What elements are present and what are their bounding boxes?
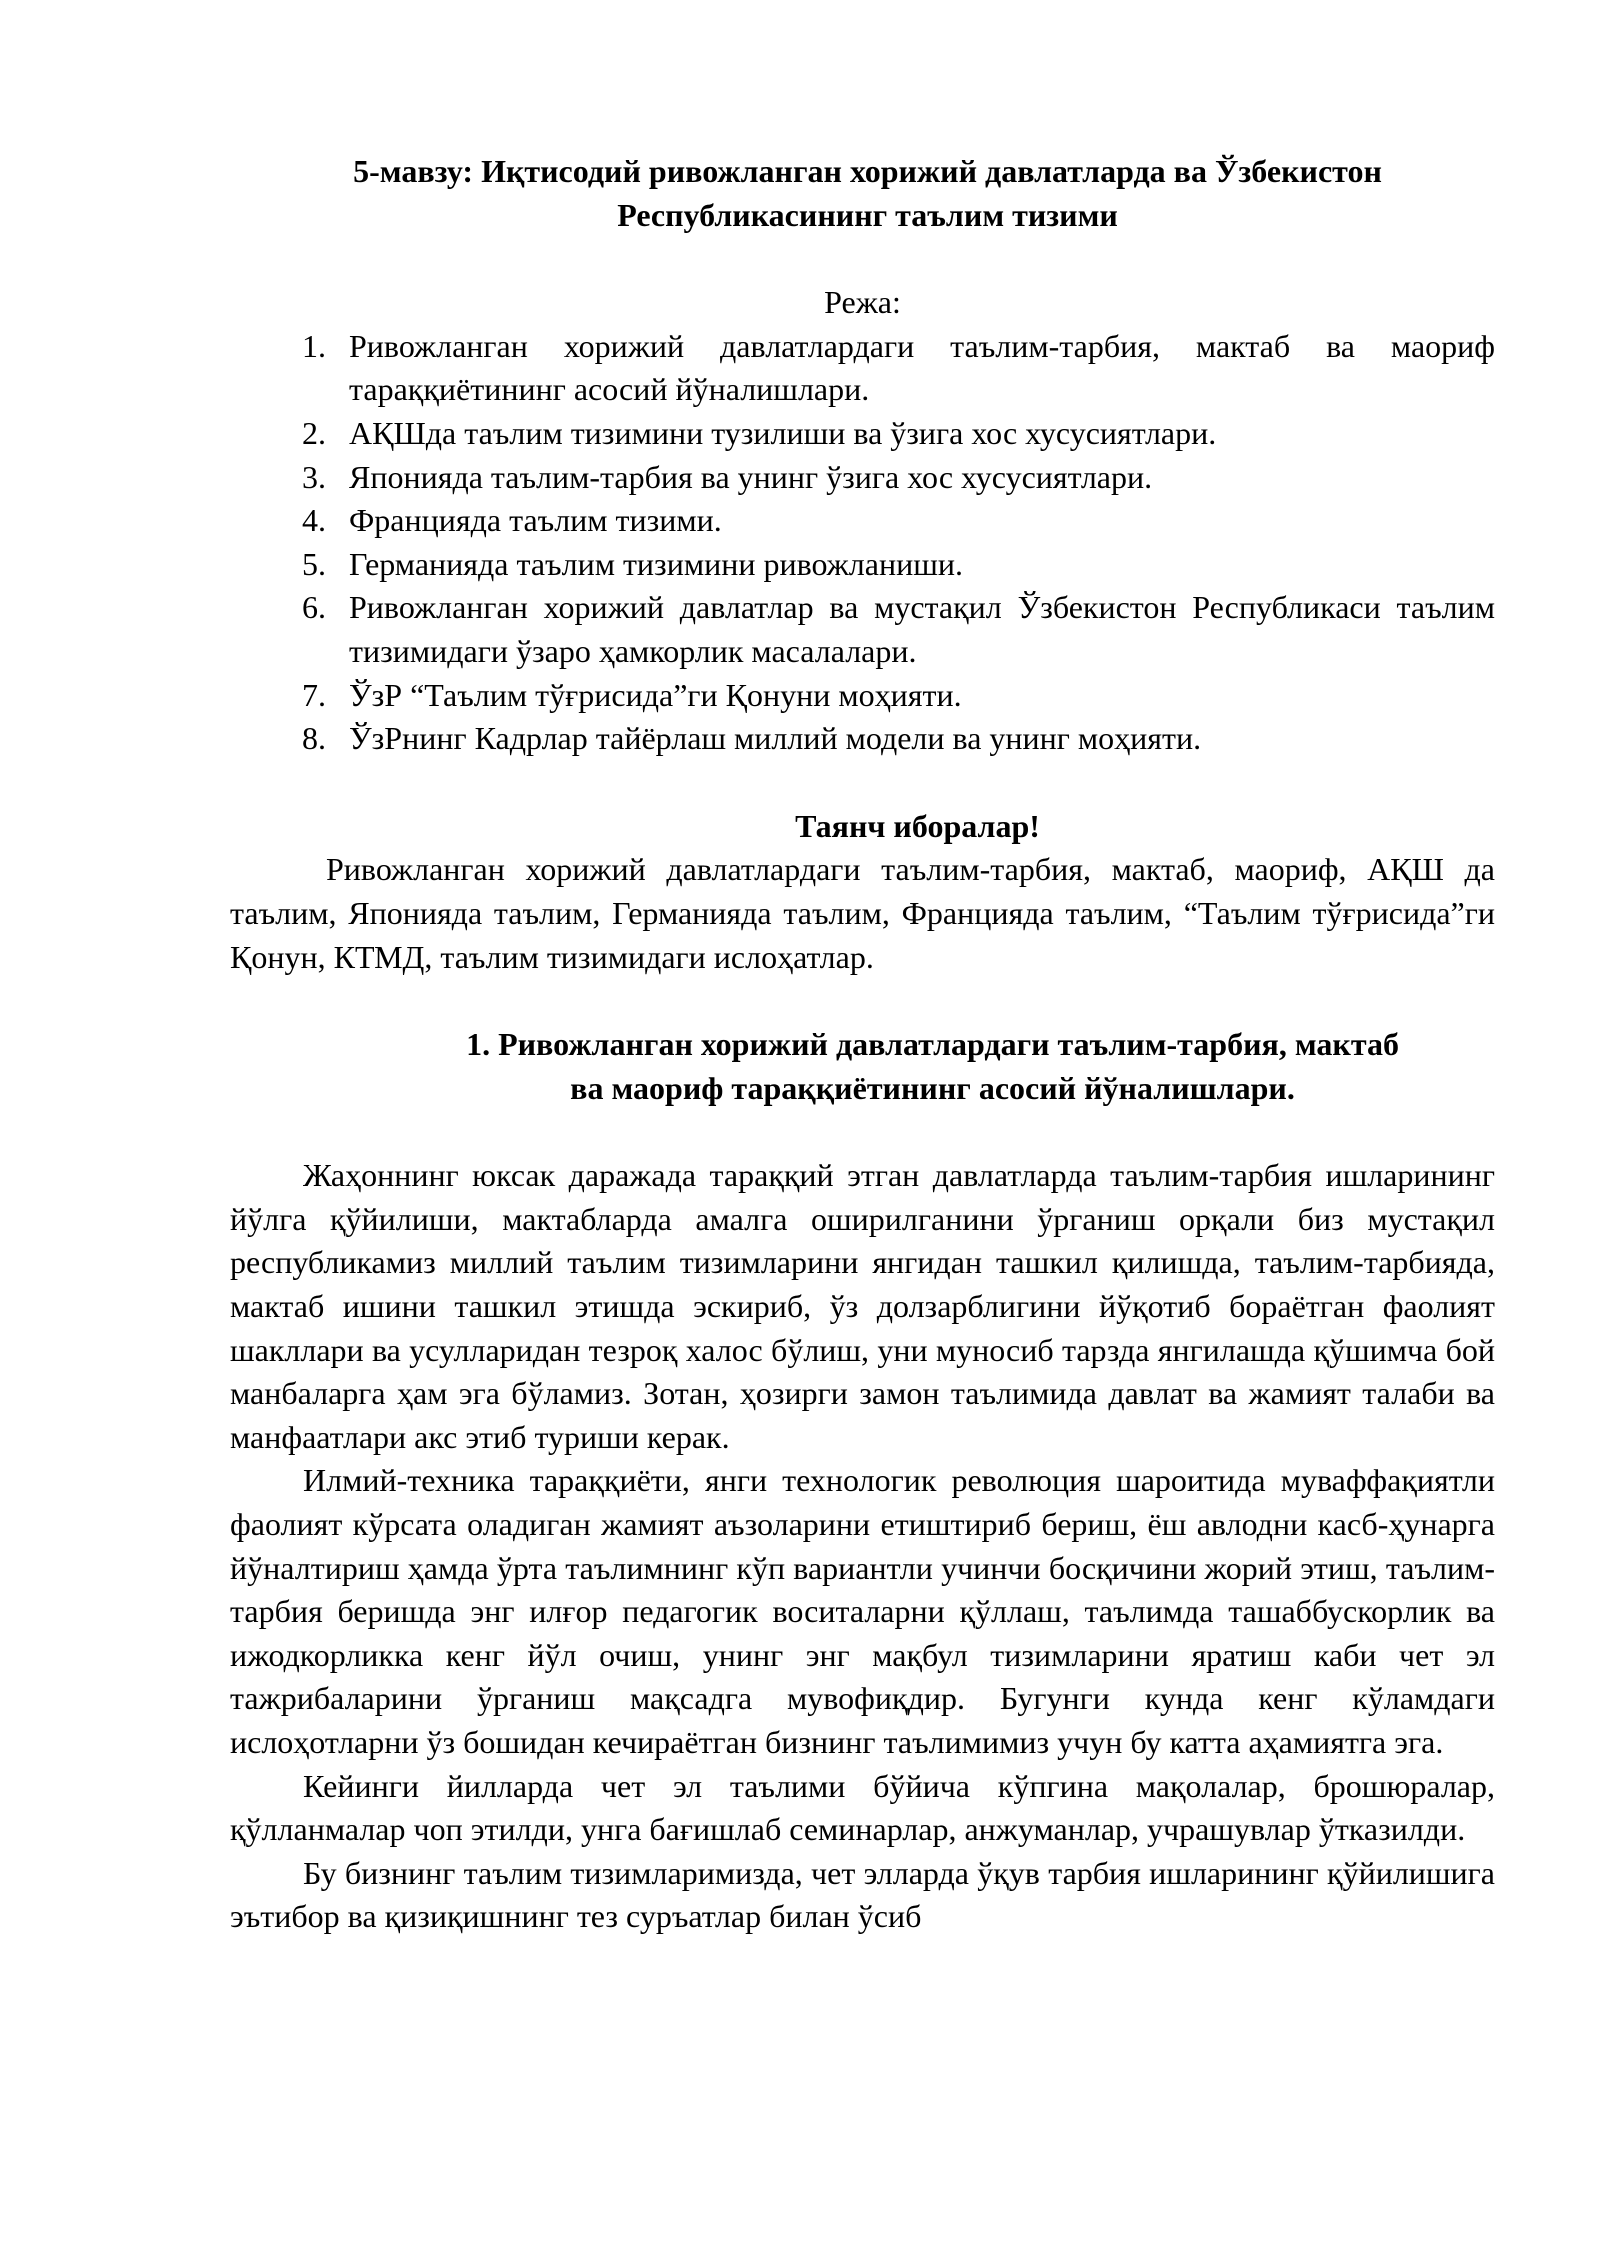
body-paragraph: Илмий-техника тараққиёти, янги технологик революция шароитида муваффақиятли фаолият кўрсата оладиган жамият аъзоларини етиштириб бериш, ёш авлодни касб-ҳунарга йўналтириш ҳамда ўрта таълимнинг кўп вариантли учинчи босқичини жорий этиш, таълим-тарбия беришда энг илғор педагогик воситаларни қўллаш, таълимда ташаббускорлик ва ижодкорликка кенг йўл очиш, унинг энг мақбул тизимларини яратиш каби чет эл тажрибаларини ўрганиш мақсадга мувофиқдир. Бугунги кунда кенг кўламдаги ислоҳотларни ўз бошидан кечираётган бизнинг таълимимиз учун бу катта аҳамиятга эга.: [230, 1462, 1495, 1760]
list-item-text: Францияда таълим тизими.: [349, 502, 722, 539]
list-item: [302, 674, 1495, 718]
document-page: [230, 150, 1495, 1939]
list-item: [302, 412, 1495, 456]
section-heading-line-1: 1. Ривожланган хорижий давлатлардаги таълим-тарбия, мактаб: [466, 1026, 1399, 1063]
section-heading-line-2: ва маориф тараққиётининг асосий йўналишлари.: [570, 1069, 1295, 1106]
list-item-number: 5.: [302, 545, 326, 582]
plan-list: [230, 325, 1495, 761]
list-item-text: АҚШда таълим тизимини тузилиши ва ўзига хос хусусиятлари.: [349, 414, 1217, 451]
list-item-number: 7.: [302, 676, 326, 713]
list-item-number: 3.: [302, 458, 326, 495]
list-item-number: 8.: [302, 720, 326, 757]
list-item: [302, 499, 1495, 543]
title-line-1: 5-мавзу: Иқтисодий ривожланган хорижий давлатларда ва Ўзбекистон: [353, 153, 1382, 189]
title-line-2: Республикасининг таълим тизими: [617, 196, 1118, 233]
list-item: [302, 325, 1495, 412]
section-heading: [230, 1023, 1495, 1110]
list-item-text: Ривожланган хорижий давлатлар ва мустақил Ўзбекистон Республикаси таълим тизимидаги ўзаро ҳамкорлик масалалари.: [349, 589, 1495, 669]
list-item-text: Ривожланган хорижий давлатлардаги таълим-тарбия, мактаб ва маориф тараққиётининг асосий йўналишлари.: [349, 327, 1495, 408]
list-item-number: 2.: [302, 414, 326, 451]
list-item-text: Японияда таълим-тарбия ва унинг ўзига хос хусусиятлари.: [349, 458, 1153, 495]
list-item-text: Германияда таълим тизимини ривожланиши.: [349, 545, 963, 582]
list-item-text: ЎзРнинг Кадрлар тайёрлаш миллий модели ва унинг моҳияти.: [349, 720, 1202, 757]
list-item: [302, 543, 1495, 587]
list-item-number: 6.: [302, 589, 326, 626]
body-paragraph: Кейинги йилларда чет эл таълими бўйича кўпгина мақолалар, брошюралар, қўлланмалар чоп этилди, унга бағишлаб семинарлар, анжуманлар, учрашувлар ўтказилди.: [230, 1767, 1495, 1848]
keywords-text: Ривожланган хорижий давлатлардаги таълим-тарбия, мактаб, маориф, АҚШ да таълим, Японияда таълим, Германияда таълим, Францияда таълим, “Таълим тўғрисида”ги Қонун, КТМД, таълим тизимидаги ислоҳатлар.: [230, 851, 1495, 975]
body-paragraph: Бу бизнинг таълим тизимларимизда, чет элларда ўқув тарбия ишларининг қўйилишига эътибор ва қизиқишнинг тез суръатлар билан ўсиб: [230, 1854, 1495, 1935]
list-item-text: ЎзР “Таълим тўғрисида”ги Қонуни моҳияти.: [349, 676, 962, 713]
body-paragraph: Жаҳоннинг юксак даражада тараққий этган давлатларда таълим-тарбия ишларининг йўлга қўйилиши, мактабларда амалга оширилганини ўрганиш орқали биз мустақил республикамиз миллий таълим тизимларини янгидан ташкил қилишда, таълим-тарбияда, мактаб ишини ташкил этишда эскириб, ўз долзарблигини йўқотиб бораётган фаолият шакллари ва усулларидан тезроқ халос бўлиш, уни муносиб тарзда янгилашда қўшимча бой манбаларга ҳам эга бўламиз. Зотан, ҳозирги замон таълимида давлат ва жамият талаби ва манфаатлари акс этиб туриши керак.: [230, 1157, 1495, 1455]
list-item-number: 1.: [302, 327, 326, 364]
list-item-number: 4.: [302, 502, 326, 539]
list-item: [302, 717, 1495, 761]
keywords-heading: Таянч иборалар!: [795, 807, 1040, 844]
list-item: [302, 456, 1495, 500]
list-item: [302, 586, 1495, 673]
plan-heading: Режа:: [824, 284, 901, 321]
page-title: [230, 150, 1495, 237]
